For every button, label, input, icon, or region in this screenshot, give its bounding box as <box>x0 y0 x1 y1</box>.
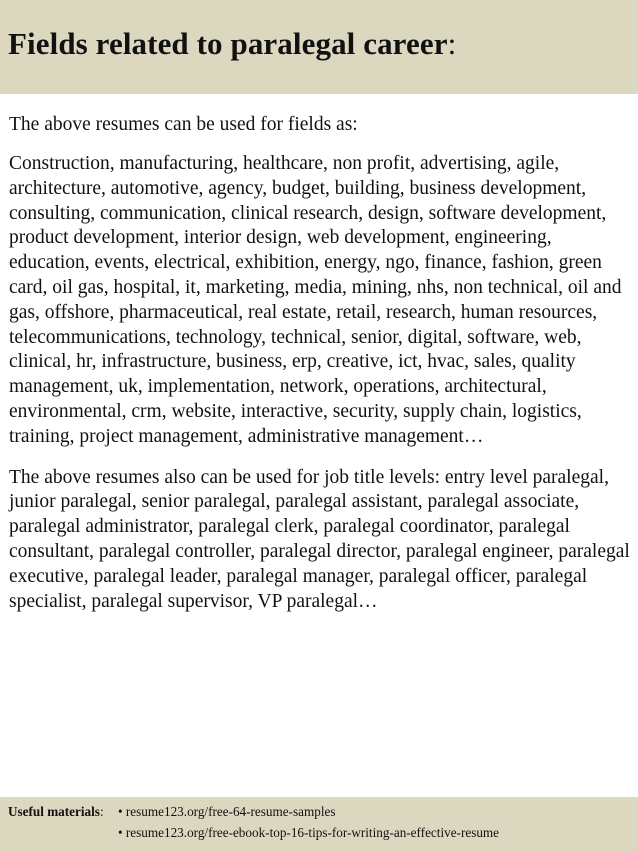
resource-link-ebook-tips[interactable]: • resume123.org/free-ebook-top-16-tips-for-writing-an-effective-resume <box>118 825 500 840</box>
title-band <box>0 0 638 94</box>
useful-materials-label-colon: : <box>99 804 104 819</box>
page-title <box>8 24 630 64</box>
page-title-colon: : <box>447 26 457 61</box>
page-title-text: Fields related to paralegal career <box>8 26 448 61</box>
slide-body <box>9 112 631 614</box>
intro-text: The above resumes can be used for fields as: <box>9 114 358 135</box>
fields-list-text: Construction, manufacturing, healthcare, non profit, advertising, agile, architecture, automotive, agency, budget, building, business development, consulting, communication, clinical research, design, software development, product development, interior design, web development, engineering, education, events, electrical, exhibition, energy, ngo, finance, fashion, green card, oil gas, hospital, it, marketing, media, mining, nhs, non technical, oil and gas, offshore, pharmaceutical, real estate, retail, research, human resources, telecommunications, technology, technical, senior, digital, software, web, clinical, hr, infrastructure, business, erp, creative, ict, hvac, sales, quality management, uk, implementation, network, operations, architectural, environmental, crm, website, interactive, security, supply chain, logistics, training, project management, administrative management… <box>9 153 622 447</box>
footer-band <box>0 797 638 851</box>
footer-label-spacer <box>8 822 118 843</box>
footer-row-2 <box>8 822 630 843</box>
footer-row-1 <box>8 801 630 822</box>
resource-link-resume-samples[interactable]: • resume123.org/free-64-resume-samples <box>118 804 336 819</box>
useful-materials-label <box>8 801 118 822</box>
useful-materials-label-text: Useful materials <box>8 804 100 819</box>
job-levels-text: The above resumes also can be used for job title levels: entry level paralegal, junior paralegal, senior paralegal, paralegal assistant, paralegal associate, paralegal administrator, paralegal clerk, paralegal coordinator, paralegal consultant, paralegal controller, paralegal director, paralegal engineer, paralegal executive, paralegal leader, paralegal manager, paralegal officer, paralegal specialist, paralegal supervisor, VP paralegal… <box>9 466 630 612</box>
